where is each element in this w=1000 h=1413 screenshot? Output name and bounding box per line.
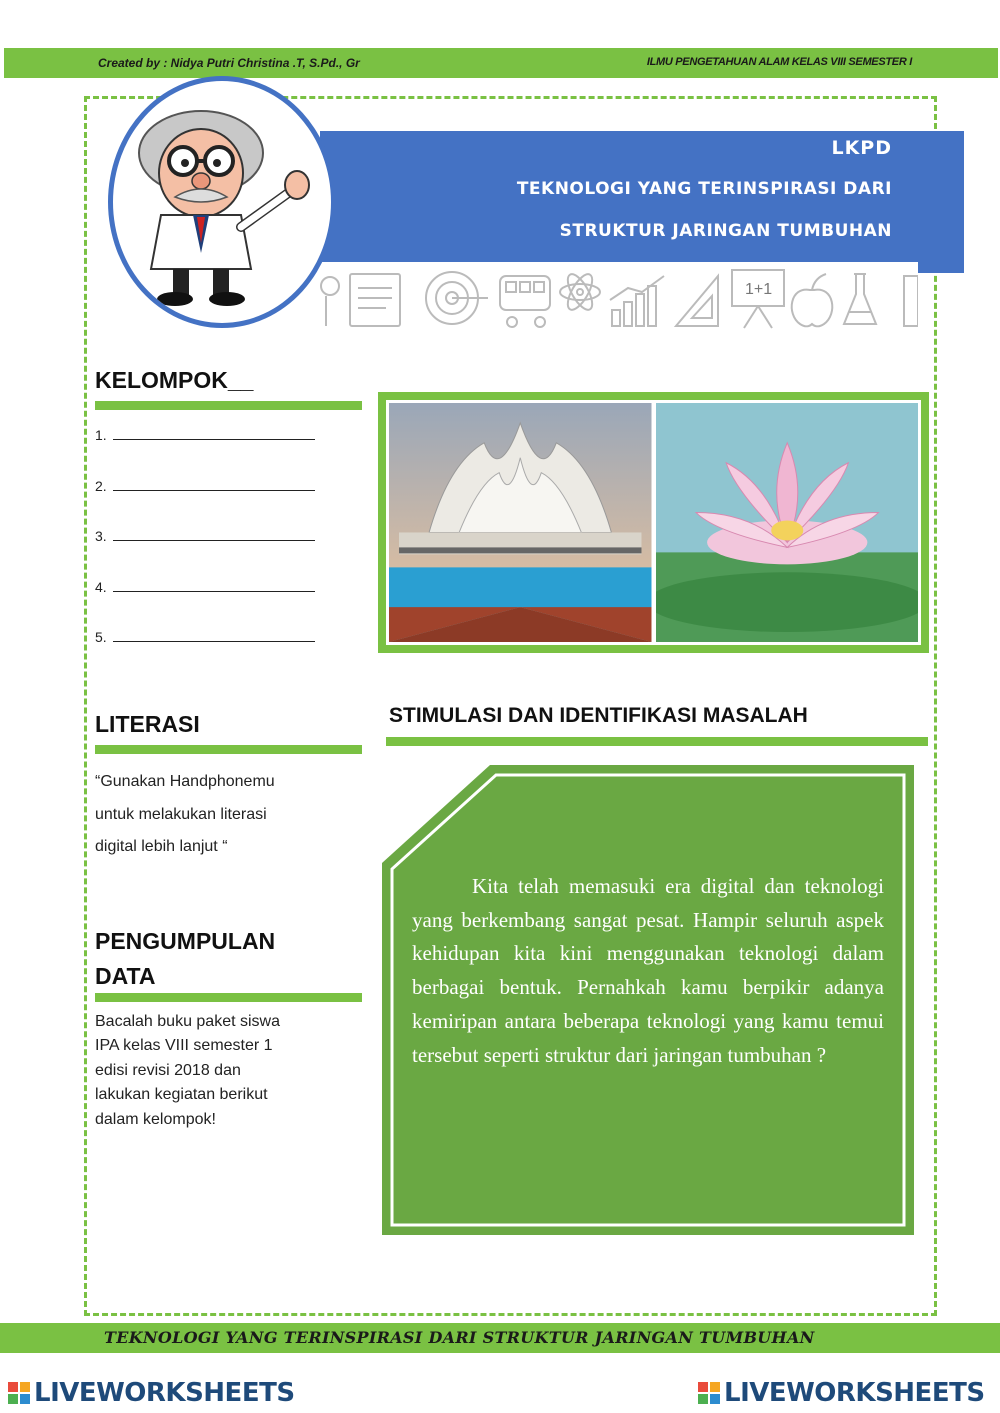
brand-wordmark: LIVEWORKSHEETS — [724, 1378, 985, 1408]
pengumpulan-line: dalam kelompok! — [95, 1110, 216, 1128]
liveworksheets-logo-left — [8, 1378, 295, 1408]
pengumpulan-title-line2: DATA — [95, 963, 156, 989]
liveworksheets-logo-right — [698, 1378, 985, 1408]
pengumpulan-line: IPA kelas VIII semester 1 — [95, 1037, 273, 1055]
member-row-5[interactable] — [95, 629, 315, 645]
magnifier-icon — [321, 277, 339, 326]
pengumpulan-line: Bacalah buku paket siswa — [95, 1013, 280, 1030]
member-name-blank[interactable] — [113, 529, 315, 541]
lotus-flower-photo — [656, 403, 919, 642]
stimulasi-title: STIMULASI DAN IDENTIFIKASI MASALAH — [389, 704, 808, 727]
creator-credit: Created by : Nidya Putri Christina .T, S.Pd., Gr — [98, 56, 360, 70]
target-icon — [426, 272, 488, 324]
bottom-title-bar — [0, 1323, 1000, 1353]
kelompok-title: KELOMPOK__ — [95, 367, 254, 393]
ruler-triangle-icon — [676, 276, 718, 326]
stimulasi-rule — [386, 737, 928, 746]
member-name-blank[interactable] — [113, 479, 315, 491]
one-plus-one-label: 1+1 — [745, 281, 773, 298]
flask-icon-partial — [904, 276, 918, 326]
pengumpulan-title-line1: PENGUMPULAN — [95, 928, 276, 954]
liveworksheets-icon — [8, 1382, 30, 1404]
science-icon-strip — [320, 266, 918, 330]
banner-title-line1: TEKNOLOGI YANG TERINSPIRASI DARI — [516, 179, 892, 199]
literasi-line: “Gunakan Handphonemu — [95, 773, 275, 790]
pengumpulan-title — [95, 924, 275, 994]
bar-chart-icon — [610, 276, 664, 326]
footer-title: TEKNOLOGI YANG TERINSPIRASI DARI STRUKTUR JARINGAN TUMBUHAN — [104, 1328, 815, 1347]
member-name-blank[interactable] — [113, 428, 315, 440]
subject-label: ILMU PENGETAHUAN ALAM KELAS VIII SEMESTER I — [646, 56, 912, 68]
apple-icon — [792, 274, 833, 326]
member-number: 1. — [95, 427, 107, 443]
literasi-rule — [95, 745, 362, 754]
literasi-line: untuk melakukan literasi — [95, 805, 267, 823]
pengumpulan-rule — [95, 993, 362, 1002]
member-number: 5. — [95, 629, 107, 645]
member-row-3[interactable] — [95, 528, 315, 544]
photo-frame — [378, 392, 929, 653]
professor-illustration — [139, 111, 309, 306]
literasi-text — [95, 766, 345, 864]
literasi-title: LITERASI — [95, 711, 200, 737]
pengumpulan-text — [95, 1010, 355, 1132]
kelompok-rule — [95, 401, 362, 410]
pengumpulan-line: lakukan kegiatan berikut — [95, 1086, 268, 1104]
title-banner — [320, 131, 964, 273]
document-icon — [350, 274, 400, 326]
pengumpulan-line: edisi revisi 2018 dan — [95, 1061, 241, 1079]
lotus-temple-photo — [389, 403, 652, 642]
liveworksheets-icon — [698, 1382, 720, 1404]
brand-wordmark: LIVEWORKSHEETS — [34, 1378, 295, 1408]
banner-title-line2: STRUKTUR JARINGAN TUMBUHAN — [559, 221, 892, 241]
member-row-1[interactable] — [95, 427, 315, 443]
member-name-blank[interactable] — [113, 580, 315, 592]
literasi-line: digital lebih lanjut “ — [95, 838, 228, 855]
top-header-bar — [4, 48, 998, 78]
member-row-2[interactable] — [95, 478, 315, 494]
member-name-blank[interactable] — [113, 630, 315, 642]
easel-board-icon — [732, 270, 784, 328]
professor-avatar — [108, 76, 336, 328]
member-number: 4. — [95, 579, 107, 595]
member-number: 3. — [95, 528, 107, 544]
member-number: 2. — [95, 478, 107, 494]
bus-icon — [500, 276, 550, 327]
banner-lkpd: LKPD — [831, 137, 892, 159]
atom-icon — [560, 271, 600, 314]
stimulasi-body: Kita telah memasuki era digital dan teknologi yang berkembang sangat pesat. Hampir seluruh aspek kehidupan kita kini menggunakan teknologi dalam berbagai bentuk. Pernahkah kamu berpikir adanya kemiripan antara beberapa teknologi yang kamu temui tersebut seperti struktur dari jaringan tumbuhan ? — [412, 874, 884, 1067]
member-row-4[interactable] — [95, 579, 315, 595]
flask-icon — [844, 274, 876, 324]
